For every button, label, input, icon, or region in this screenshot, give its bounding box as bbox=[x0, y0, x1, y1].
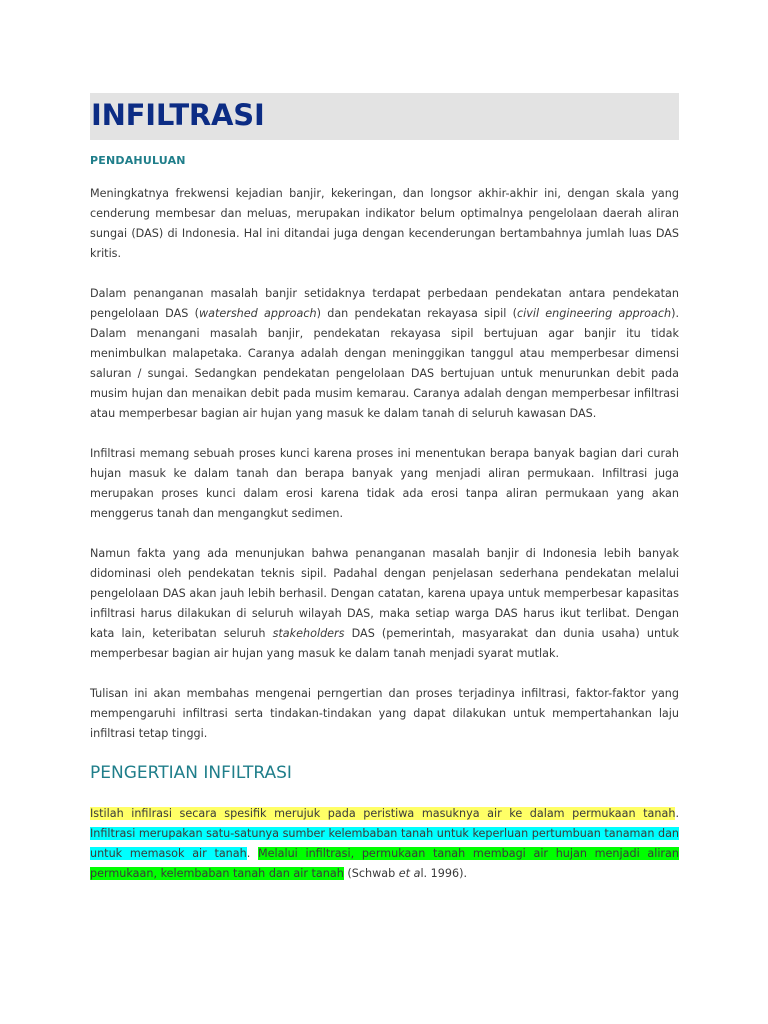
highlight-green: Melalui infiltrasi, permukaan tanah membagi air hujan menjadi aliran permukaan, kelembaban tanah dan air tanah bbox=[90, 847, 679, 880]
text-run: . bbox=[246, 847, 258, 860]
italic-term: stakeholders bbox=[272, 627, 345, 640]
title-bar bbox=[90, 93, 679, 140]
document-page bbox=[90, 93, 679, 895]
citation: l. 1996). bbox=[420, 867, 468, 880]
citation-italic: et a bbox=[398, 867, 421, 880]
paragraph-definition bbox=[90, 804, 679, 884]
highlight-cyan: Infiltrasi merupakan satu-satunya sumber kelembaban tanah untuk keperluan pertumbuan tanaman dan untuk memasok air tanah bbox=[90, 827, 680, 860]
highlight-yellow: Istilah infilrasi secara spesifik merujuk pada peristiwa masuknya air ke dalam permukaan tanah bbox=[90, 807, 676, 820]
paragraph-facts bbox=[90, 544, 679, 664]
text-run: ). Dalam menangani masalah banjir, pendekatan rekayasa sipil bertujuan agar banjir itu tidak menimbulkan malapetaka. Caranya adalah dengan meninggikan tanggul atau memperbesar dimensi saluran / sungai. Sedangkan pendekatan pengelolaan DAS bertujuan untuk menurunkan debit pada musim hujan dan menaikan debit pada musim kemarau. Caranya adalah dengan memperbesar infiltrasi atau memperbesar bagian air hujan yang masuk ke dalam tanah di seluruh kawasan DAS. bbox=[90, 307, 680, 420]
page-title: INFILTRASI bbox=[91, 98, 265, 132]
text-run: Namun fakta yang ada menunjukan bahwa penanganan masalah banjir di Indonesia lebih banyak didominasi oleh pendekatan teknis sipil. Padahal dengan penjelasan sederhana pendekatan melalui pengelolaan DAS akan jauh lebih berhasil. Dengan catatan, karena upaya untuk memperbesar kapasitas infiltrasi harus dilakukan di seluruh wilayah DAS, maka setiap warga DAS harus ikut terlibat. Dengan kata lain, keteribatan seluruh bbox=[90, 547, 679, 640]
text-run: DAS (pemerintah, masyarakat dan dunia usaha) untuk memperbesar bagian air hujan yang masuk ke dalam tanah menjadi syarat mutlak. bbox=[90, 627, 680, 660]
text-run: Dalam penanganan masalah banjir setidaknya terdapat perbedaan pendekatan antara pendekatan pengelolaan DAS ( bbox=[90, 287, 679, 320]
text-run: . bbox=[675, 807, 679, 820]
paragraph-approach bbox=[90, 284, 679, 424]
paragraph-intro: Meningkatnya frekwensi kejadian banjir, kekeringan, dan longsor akhir-akhir ini, dengan skala yang cenderung membesar dan meluas, merupakan indikator belum optimalnya pengelolaan daerah aliran sungai (DAS) di Indonesia. Hal ini ditandai juga dengan kecenderungan bertambahnya jumlah luas DAS kritis. bbox=[90, 187, 679, 260]
italic-term: civil engineering approach bbox=[516, 307, 672, 320]
paragraph-key-process: Infiltrasi memang sebuah proses kunci karena proses ini menentukan berapa banyak bagian dari curah hujan masuk ke dalam tanah dan berapa banyak yang menjadi aliran permukaan. Infiltrasi juga merupakan proses kunci dalam erosi karena tidak ada erosi tanpa aliran permukaan yang akan menggerus tanah dan mengangkut sedimen. bbox=[90, 447, 679, 520]
section-subheading: PENDAHULUAN bbox=[90, 154, 186, 167]
text-run: ) dan pendekatan rekayasa sipil ( bbox=[316, 307, 517, 320]
italic-term: watershed approach bbox=[198, 307, 317, 320]
section-heading: PENGERTIAN INFILTRASI bbox=[90, 763, 292, 783]
paragraph-scope: Tulisan ini akan membahas mengenai perngertian dan proses terjadinya infiltrasi, faktor-faktor yang mempengaruhi infiltrasi serta tindakan-tindakan yang dapat dilakukan untuk mempertahankan laju infiltrasi tetap tinggi. bbox=[90, 687, 679, 740]
citation: (Schwab bbox=[343, 867, 399, 880]
